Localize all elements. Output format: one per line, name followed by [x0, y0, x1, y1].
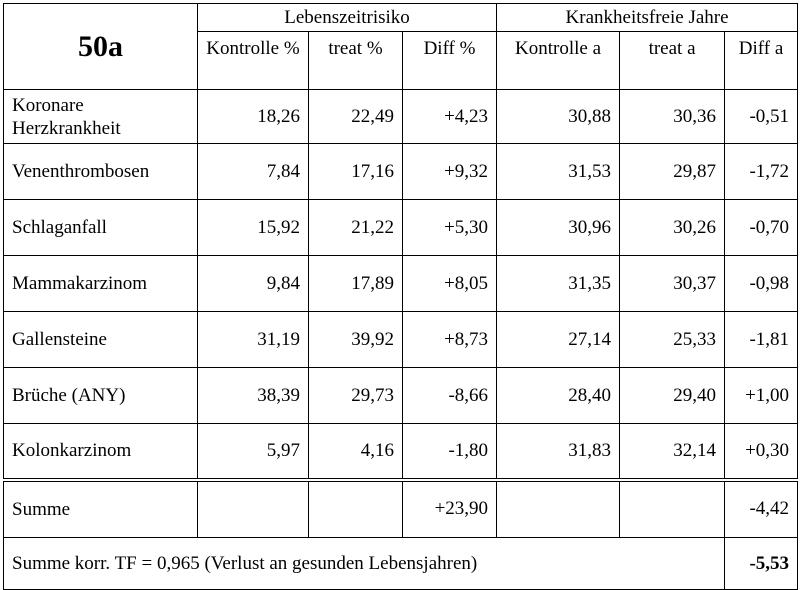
cell-value: 7,84	[198, 144, 309, 200]
cell-value	[309, 480, 403, 538]
cell-value: 17,16	[309, 144, 403, 200]
cell-value: +5,30	[403, 200, 497, 256]
cell-value: 30,26	[620, 200, 725, 256]
cell-value: 21,22	[309, 200, 403, 256]
table-row	[4, 256, 798, 312]
cell-value: 38,39	[198, 368, 309, 424]
row-label: Brüche (ANY)	[4, 368, 198, 424]
cell-value: 29,40	[620, 368, 725, 424]
cell-value: -0,70	[725, 200, 798, 256]
cell-value: 4,16	[309, 424, 403, 480]
table-title: 50a	[4, 4, 198, 90]
row-label: Mammakarzinom	[4, 256, 198, 312]
cell-value: -1,80	[403, 424, 497, 480]
table-row	[4, 368, 798, 424]
corrected-sum-row	[4, 538, 798, 590]
cell-value: 32,14	[620, 424, 725, 480]
results-table	[3, 3, 798, 590]
cell-value: +1,00	[725, 368, 798, 424]
column-header: treat a	[620, 32, 725, 90]
cell-value: +9,32	[403, 144, 497, 200]
group-header-krankheitsfreie-jahre: Krankheitsfreie Jahre	[497, 4, 798, 32]
cell-value: +8,05	[403, 256, 497, 312]
table-row	[4, 312, 798, 368]
cell-value: -1,72	[725, 144, 798, 200]
cell-value: -8,66	[403, 368, 497, 424]
cell-value: +4,23	[403, 90, 497, 144]
sum-diff-years: -4,42	[725, 480, 798, 538]
sum-label: Summe	[4, 480, 198, 538]
cell-value: 30,96	[497, 200, 620, 256]
cell-value: -1,81	[725, 312, 798, 368]
cell-value: +8,73	[403, 312, 497, 368]
column-header: Kontrolle a	[497, 32, 620, 90]
column-header: Diff %	[403, 32, 497, 90]
cell-value: 17,89	[309, 256, 403, 312]
cell-value: -0,98	[725, 256, 798, 312]
cell-value	[620, 480, 725, 538]
group-header-row	[4, 4, 798, 32]
cell-value	[497, 480, 620, 538]
corrected-sum-value: -5,53	[725, 538, 798, 590]
table-row	[4, 144, 798, 200]
cell-value: 29,87	[620, 144, 725, 200]
cell-value: +0,30	[725, 424, 798, 480]
row-label: Gallensteine	[4, 312, 198, 368]
cell-value: 31,19	[198, 312, 309, 368]
column-header: Kontrolle %	[198, 32, 309, 90]
column-header: treat %	[309, 32, 403, 90]
cell-value: 25,33	[620, 312, 725, 368]
cell-value: 9,84	[198, 256, 309, 312]
cell-value	[198, 480, 309, 538]
cell-value: 30,88	[497, 90, 620, 144]
cell-value: 22,49	[309, 90, 403, 144]
sum-row	[4, 480, 798, 538]
cell-value: 15,92	[198, 200, 309, 256]
cell-value: 30,36	[620, 90, 725, 144]
column-header: Diff a	[725, 32, 798, 90]
cell-value: 5,97	[198, 424, 309, 480]
cell-value: 27,14	[497, 312, 620, 368]
table-row	[4, 90, 798, 144]
cell-value: 28,40	[497, 368, 620, 424]
row-label: Koronare Herzkrankheit	[4, 90, 198, 144]
row-label: Venenthrombosen	[4, 144, 198, 200]
cell-value: 29,73	[309, 368, 403, 424]
cell-value: 31,83	[497, 424, 620, 480]
table-row	[4, 424, 798, 480]
cell-value: 39,92	[309, 312, 403, 368]
row-label: Schlaganfall	[4, 200, 198, 256]
group-header-lebenszeitrisiko: Lebenszeitrisiko	[198, 4, 497, 32]
corrected-sum-label: Summe korr. TF = 0,965 (Verlust an gesunden Lebensjahren)	[4, 538, 725, 590]
cell-value: 31,53	[497, 144, 620, 200]
table-row	[4, 200, 798, 256]
row-label: Kolonkarzinom	[4, 424, 198, 480]
cell-value: 18,26	[198, 90, 309, 144]
sum-diff-percent: +23,90	[403, 480, 497, 538]
cell-value: -0,51	[725, 90, 798, 144]
cell-value: 30,37	[620, 256, 725, 312]
cell-value: 31,35	[497, 256, 620, 312]
